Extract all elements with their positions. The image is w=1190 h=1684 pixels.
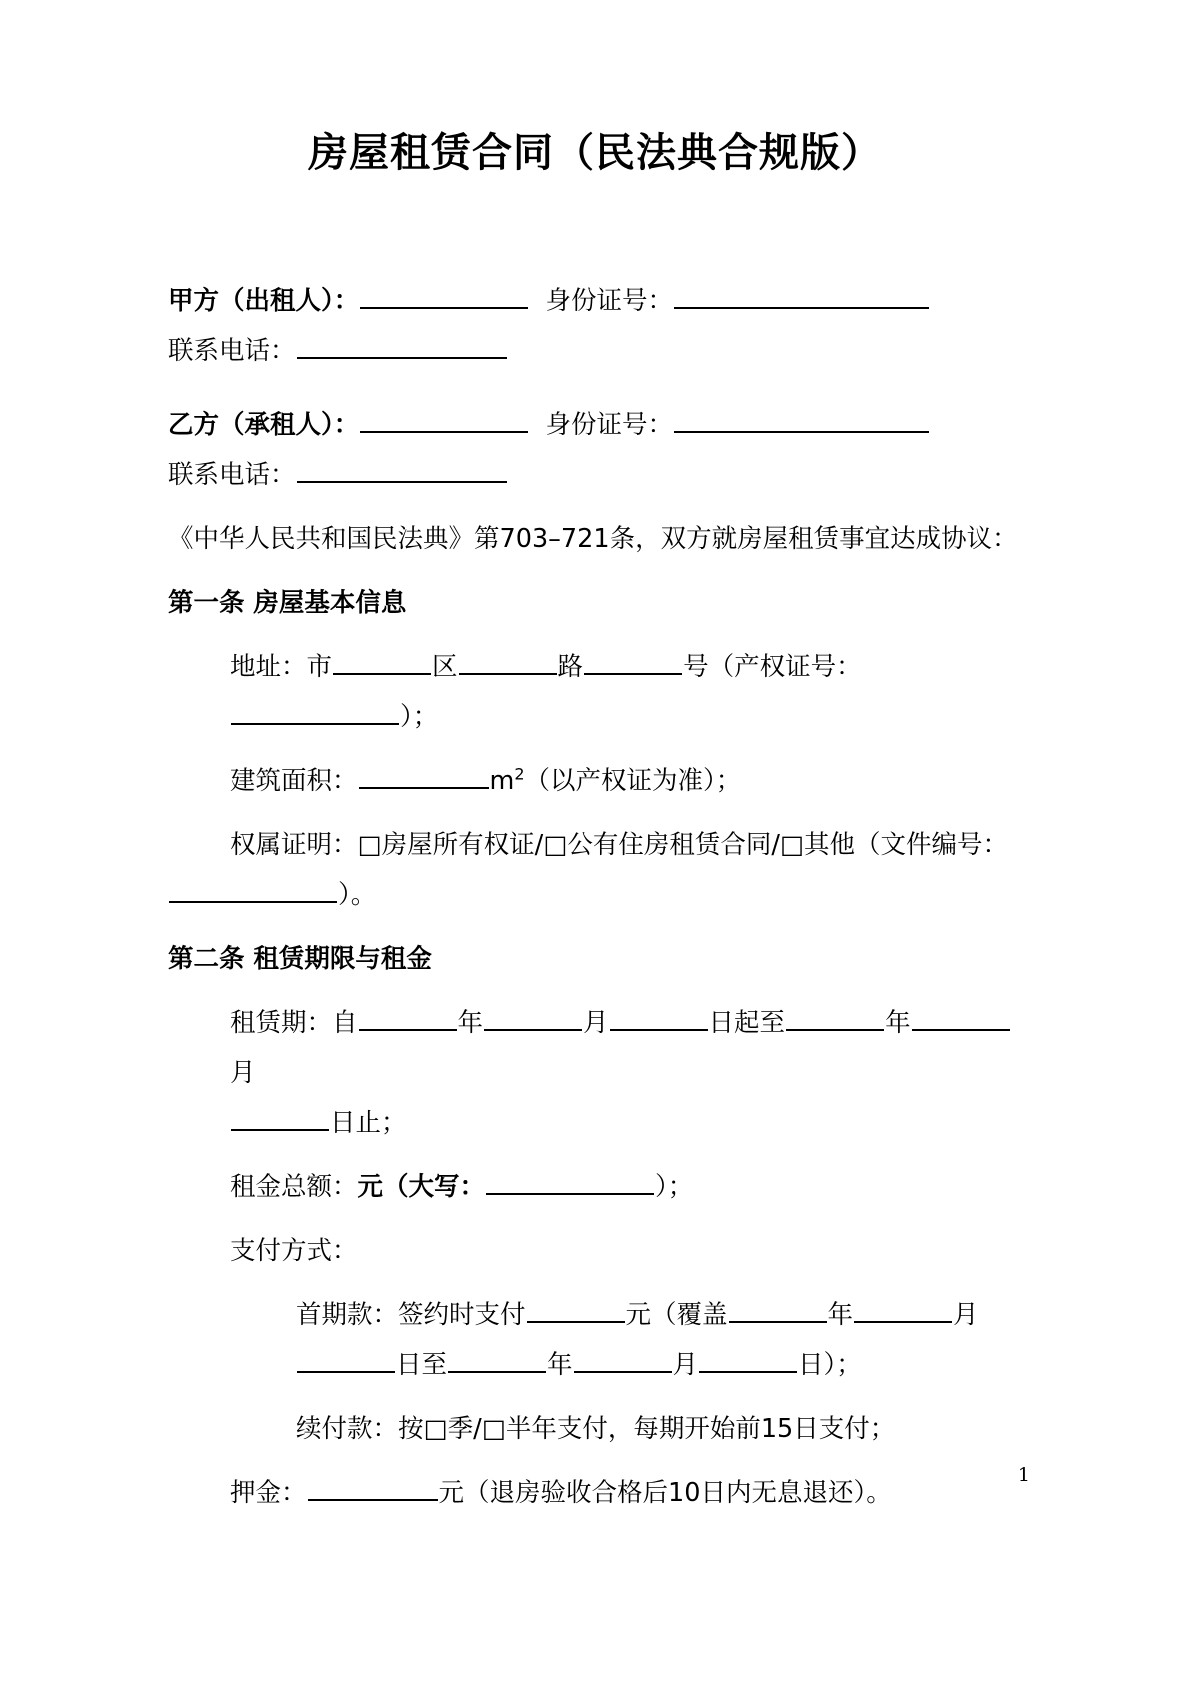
section-2-heading: 第二条 租赁期限与租金	[168, 944, 432, 974]
spacer	[168, 920, 1032, 934]
first-payment-end-day-field[interactable]	[699, 1349, 797, 1373]
landlord-phone-row	[168, 326, 1032, 376]
lease-term-label: 租赁期：自	[230, 1008, 358, 1038]
address-cert-field[interactable]	[231, 701, 399, 725]
tenant-id-field[interactable]	[674, 409, 929, 433]
first-payment-start-month-field[interactable]	[854, 1299, 952, 1323]
address-cert-close: ）；	[400, 702, 439, 732]
first-payment-year: 年	[827, 1300, 854, 1330]
recurring-separator: /	[473, 1414, 482, 1444]
area-note: （以产权证为准）；	[524, 766, 742, 796]
landlord-phone-field[interactable]	[297, 335, 507, 359]
landlord-phone-label: 联系电话：	[168, 336, 296, 366]
deposit-amount-field[interactable]	[308, 1477, 438, 1501]
lease-end-month-field[interactable]	[912, 1007, 1010, 1031]
checkbox-ownership-cert-icon[interactable]: □	[357, 830, 382, 860]
spacer	[168, 376, 1032, 400]
first-payment-day-2: 日）；	[798, 1350, 862, 1380]
page-title: 房屋租赁合同（民法典合规版）	[308, 130, 882, 176]
ownership-option-2: 公有住房租赁合同	[567, 830, 772, 860]
tenant-name-field[interactable]	[360, 409, 528, 433]
first-payment-month: 月	[953, 1300, 979, 1330]
lease-day-to-label: 日起至	[708, 1008, 786, 1038]
first-payment-end-month-field[interactable]	[574, 1349, 672, 1373]
first-payment-day: 日至	[396, 1350, 448, 1380]
document-body	[0, 276, 1190, 1518]
address-label: 地址：	[230, 652, 307, 682]
ownership-doc-close: ）。	[338, 880, 377, 910]
spacer	[168, 1276, 1032, 1290]
lease-end-day-field[interactable]	[231, 1107, 329, 1131]
first-payment-end-year-field[interactable]	[448, 1349, 546, 1373]
address-road-field[interactable]	[584, 651, 682, 675]
area-row	[168, 756, 1032, 806]
address-district-field[interactable]	[459, 651, 557, 675]
first-payment-year-2: 年	[547, 1350, 573, 1380]
spacer	[168, 564, 1032, 578]
lease-month-unit-2: 月	[230, 1058, 256, 1088]
spacer	[168, 1212, 1032, 1226]
first-payment-label: 首期款：签约时支付	[296, 1300, 526, 1330]
spacer	[168, 628, 1032, 642]
address-number-label: 号	[683, 652, 709, 682]
spacer	[168, 1148, 1032, 1162]
recurring-payment-row	[168, 1404, 1032, 1454]
address-cert-row	[168, 692, 1032, 742]
payment-method-label: 支付方式：	[230, 1236, 358, 1266]
rent-total-row	[168, 1162, 1032, 1212]
page-number: 1	[1017, 1464, 1030, 1486]
address-row	[168, 642, 1032, 692]
ownership-separator: /	[771, 830, 780, 860]
section-1-heading: 第一条 房屋基本信息	[168, 588, 407, 618]
area-field[interactable]	[359, 765, 489, 789]
ownership-separator: /	[534, 830, 544, 860]
address-city-label: 市	[306, 652, 333, 682]
first-payment-row-2	[168, 1340, 1032, 1390]
recurring-option-2: 半年	[505, 1414, 557, 1444]
rent-total-label: 租金总额：	[230, 1172, 358, 1202]
lease-month-unit: 月	[583, 1008, 609, 1038]
address-district-label: 区	[432, 652, 458, 682]
landlord-id-label: 身份证号：	[545, 286, 673, 316]
tenant-phone-field[interactable]	[297, 459, 507, 483]
spacer	[168, 984, 1032, 998]
checkbox-other-icon[interactable]: □	[779, 830, 805, 860]
rent-total-unit: 元（大写：	[357, 1172, 486, 1202]
ownership-row	[168, 820, 1032, 870]
first-payment-row	[168, 1290, 1032, 1340]
lease-year-unit: 年	[457, 1008, 484, 1038]
lease-term-row-2	[168, 1098, 1032, 1148]
tenant-id-label: 身份证号：	[545, 410, 673, 440]
landlord-name-field[interactable]	[360, 285, 528, 309]
checkbox-semiannual-icon[interactable]: □	[481, 1414, 506, 1444]
lease-start-day-field[interactable]	[610, 1007, 708, 1031]
tenant-phone-label: 联系电话：	[168, 460, 296, 490]
spacer	[168, 742, 1032, 756]
address-city-field[interactable]	[333, 651, 431, 675]
deposit-label: 押金：	[230, 1478, 307, 1508]
checkbox-quarterly-icon[interactable]: □	[423, 1414, 448, 1444]
landlord-id-field[interactable]	[674, 285, 929, 309]
ownership-label: 权属证明：	[230, 830, 358, 860]
deposit-row	[168, 1468, 1032, 1518]
ownership-doc-open: （文件编号：	[855, 830, 1009, 860]
preamble-paragraph: 《中华人民共和国民法典》第703–721条，双方就房屋租赁事宜达成协议：	[168, 524, 1018, 554]
first-payment-start-year-field[interactable]	[729, 1299, 827, 1323]
tenant-row	[168, 400, 1032, 450]
first-payment-amount-field[interactable]	[527, 1299, 625, 1323]
lease-year-unit-2: 年	[885, 1008, 911, 1038]
rent-total-close: ）；	[655, 1172, 694, 1202]
payment-method-row	[168, 1226, 1032, 1276]
ownership-option-3: 其他	[804, 830, 856, 860]
address-road-label: 路	[557, 652, 584, 682]
spacer	[168, 1454, 1032, 1468]
spacer	[168, 500, 1032, 514]
landlord-label: 甲方（出租人）：	[168, 286, 360, 316]
recurring-payment-label: 续付款：按	[296, 1414, 424, 1444]
area-unit-exponent: 2	[514, 764, 525, 784]
rent-total-words-field[interactable]	[486, 1171, 654, 1195]
ownership-doc-row	[168, 870, 1032, 920]
lease-term-row	[168, 998, 1032, 1098]
landlord-row	[168, 276, 1032, 326]
tenant-phone-row	[168, 450, 1032, 500]
ownership-doc-field[interactable]	[169, 879, 337, 903]
first-payment-start-day-field[interactable]	[297, 1349, 395, 1373]
spacer	[168, 1390, 1032, 1404]
lease-day-end-label: 日止；	[330, 1108, 407, 1138]
address-cert-open: （产权证号：	[708, 652, 862, 682]
area-label: 建筑面积：	[230, 766, 358, 796]
first-payment-month-2: 月	[672, 1350, 699, 1380]
ownership-option-1: 房屋所有权证	[381, 830, 535, 860]
area-unit: m	[489, 766, 515, 796]
checkbox-public-housing-icon[interactable]: □	[543, 830, 568, 860]
spacer	[168, 806, 1032, 820]
lease-end-year-field[interactable]	[786, 1007, 884, 1031]
deposit-unit: 元（退房验收合格后10日内无息退还）。	[438, 1478, 892, 1508]
lease-start-year-field[interactable]	[359, 1007, 457, 1031]
first-payment-unit: 元（覆盖	[625, 1300, 728, 1330]
recurring-suffix: 支付，每期开始前15日支付；	[556, 1414, 896, 1444]
recurring-option-1: 季	[447, 1414, 474, 1444]
tenant-label: 乙方（承租人）：	[168, 410, 360, 440]
lease-start-month-field[interactable]	[484, 1007, 582, 1031]
